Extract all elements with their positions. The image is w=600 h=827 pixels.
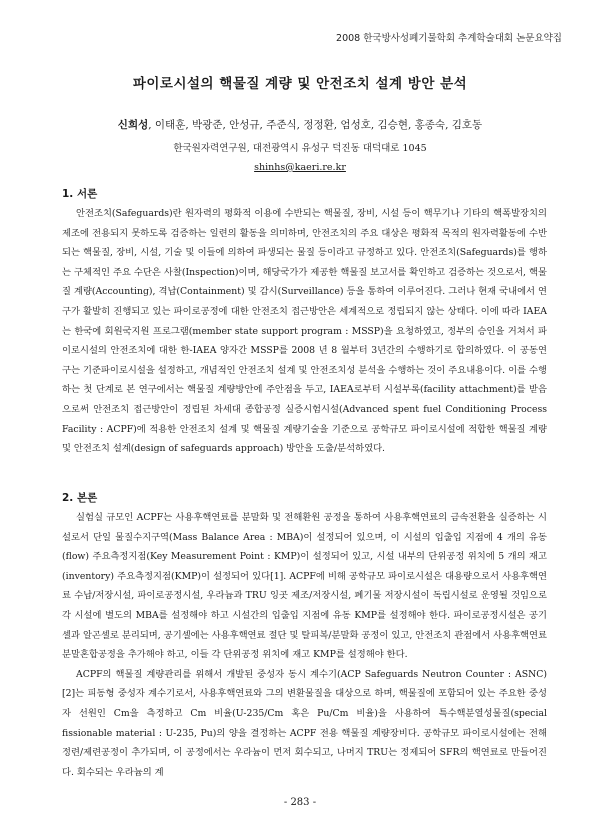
- section-introduction: [62, 186, 547, 459]
- affiliation: 한국원자력연구원, 대전광역시 유성구 덕진동 대덕대로 1045: [173, 143, 427, 154]
- section-main-body: [62, 490, 547, 782]
- section-heading: 2. 본론: [62, 492, 98, 504]
- section-heading: 1. 서론: [62, 188, 98, 200]
- running-header: 2008 한국방사성폐기물학회 추계학술대회 논문요약집: [336, 33, 562, 44]
- body-paragraph: 안전조치(Safeguards)란 원자력의 평화적 이용에 수반되는 핵물질, 장비, 시설 등이 핵무기나 기타의 핵폭발장치의 제조에 전용되지 못하도록 검증하는 일련의 활동을 의미하며, 안전조치의 주요 대상은 평화적 목적의 원자력활동에 수반되는 핵물질, 장비, 시설, 기술 및 이들에 의하여 파생되는 물질 등이라고 규정하고 있다. 안전조치(Safeguards)를 행하는 구체적인 주요 수단은 사찰(Inspection)이며, 해당국가가 제공한 핵물질 보고서를 확인하고 검증하는 것으로서, 핵물질 계량(Accounting), 격납(Containment) 및 감시(Surveillance) 등을 통하여 이루어진다. 그러나 현재 국내에서 연구가 활발히 진행되고 있는 파이로공정에 대한 안전조치 접근방안은 세계적으로 정립되지 않는 상태다. 이에 따라 IAEA는 한국에 회원국지원 프로그램(member state support program : MSSP)을 요청하였고, 정부의 승인을 거쳐서 파이로시설의 안전조치에 대한 한-IAEA 양자간 MSSP를 2008 년 8 월부터 3년간의 수행하기로 합의하였다. 이 공동연구는 기준파이로시설을 설정하고, 개념적인 안전조치 설계 및 안전조치성 분석을 수행하는 것이 주요내용이다. 이를 수행하는 첫 단계로 본 연구에서는 핵물질 계량방안에 주안점을 두고, IAEA로부터 시설부록(facility attachment)를 받음으로써 안전조치 접근방안이 정립된 차세대 종합공정 실증시험시설(Advanced spent fuel Conditioning Process Facility : ACPF)에 적용한 안전조치 설계 및 핵물질 계량기술을 기준으로 공학규모 파이로시설에 적합한 핵물질 계량 및 안전조치 설계(design of safeguards approach) 방안을 도출/분석하였다.: [62, 208, 547, 455]
- body-paragraph: ACPF의 핵물질 계량관리를 위해서 개발된 중성자 동시 계수기(ACP Safeguards Neutron Counter : ASNC)[2]는 피동형 중성자 계수기로서, 사용후핵연료와 그의 변환물질을 대상으로 하며, 핵물질에 포함되어 있는 주요한 중성자 선원인 Cm을 측정하고 Cm 비율(U-235/Cm 혹은 Pu/Cm 비율)을 사용하여 특수핵분열성물질(special fissionable material : U-235, Pu)의 양을 결정하는 ACPF 전용 핵물질 계량장비다. 공학규모 파이로시설에는 전해정련/제련공정이 추가되며, 이 공정에서는 우라늄이 먼저 회수되고, 나머지 TRU는 정제되어 SFR의 핵연료로 만들어진다. 회수되는 우라늄의 계: [62, 668, 547, 778]
- author-email[interactable]: shinhs@kaeri.re.kr: [254, 162, 346, 173]
- page-number: - 283 -: [283, 797, 317, 808]
- co-authors: , 이태훈, 박광준, 안성규, 주준식, 정정환, 엄성호, 김승현, 홍종숙, 김호동: [148, 119, 483, 131]
- author-list: [0, 117, 600, 132]
- paper-title: 파이로시설의 핵물질 계량 및 안전조치 설계 방안 분석: [132, 76, 468, 92]
- body-paragraph: 실험실 규모인 ACPF는 사용후핵연료를 분말화 및 전해환원 공정을 통하여 사용후핵연료의 금속전환을 실증하는 시설로서 단일 물질수지구역(Mass Balance Area : MBA)이 설정되어 있으며, 이 시설의 입출입 지점에 4 개의 유동(flow) 주요측정지점(Key Measurement Point : KMP)이 설정되어 있고, 시설 내부의 단위공정 위치에 5 개의 재고(inventory) 주요측정지점(KMP)이 설정되어 있다[1]. ACPF에 비해 공학규모 파이로시설은 대용량으로서 사용후핵연료 수납/저장시설, 파이로공정시설, 우라늄과 TRU 잉곳 제조/저장시설, 폐기물 저장시설이 독립시설로 운영될 것임으로 각 시설에 별도의 MBA를 설정해야 하고 시설간의 입출입 지점에 유동 KMP를 설정해야 한다. 파이로공정시설은 공기셀과 알곤셀로 분리되며, 공기셀에는 사용후핵연료 절단 및 탈피복/분말화 공정이 있고, 안전조치 관점에서 사용후핵연료 분말혼합공정을 추가해야 하고, 이들 각 단위공정 위치에 재고 KMP를 설정해야 한다.: [62, 512, 547, 661]
- lead-author: 신희성: [117, 119, 149, 131]
